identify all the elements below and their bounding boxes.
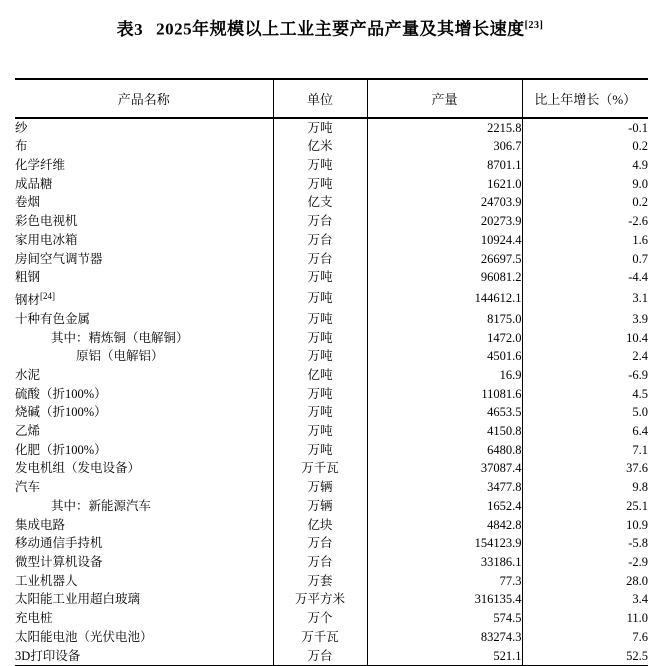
product-name-cell	[15, 441, 273, 460]
product-name: 烧碱（折100%）	[15, 405, 107, 420]
unit-cell: 亿吨	[273, 366, 367, 385]
unit-cell: 万吨	[273, 422, 367, 441]
output-cell: 1472.0	[367, 329, 522, 348]
output-cell: 4501.6	[367, 347, 522, 366]
product-name: 成品糖	[15, 176, 53, 191]
header-output: 产量	[367, 79, 522, 118]
table-row	[15, 516, 648, 535]
growth-cell: 37.6	[626, 461, 648, 476]
title-text: 2025年规模以上工业主要产品产量及其增长速度	[156, 19, 525, 39]
product-name: 卷烟	[15, 195, 41, 210]
unit-cell: 万台	[273, 212, 367, 231]
unit-cell: 万吨	[273, 310, 367, 329]
output-cell: 24703.9	[367, 193, 522, 212]
growth-cell: -4.4	[628, 270, 648, 285]
header-product-name: 产品名称	[15, 79, 273, 118]
growth-cell: 2.4	[632, 349, 648, 364]
output-cell: 6480.8	[367, 441, 522, 460]
product-name-cell	[15, 385, 273, 404]
product-name-cell	[15, 590, 273, 609]
table-row	[15, 366, 648, 385]
output-cell: 306.7	[367, 137, 522, 156]
growth-cell: 10.4	[626, 330, 648, 345]
output-cell: 3477.8	[367, 478, 522, 497]
unit-cell: 万吨	[273, 441, 367, 460]
product-name: 化学纤维	[15, 158, 66, 173]
product-name-cell	[15, 118, 273, 138]
growth-cell: 6.4	[632, 424, 648, 439]
output-cell: 10924.4	[367, 231, 522, 250]
unit-cell: 万辆	[273, 497, 367, 516]
table-row	[15, 175, 648, 194]
table-row	[15, 497, 648, 516]
growth-cell: 1.6	[632, 232, 648, 247]
growth-cell: 0.2	[632, 195, 648, 210]
product-name-cell	[15, 212, 273, 231]
product-name-cell	[15, 478, 273, 497]
output-cell: 96081.2	[367, 268, 522, 287]
header-row	[15, 79, 648, 118]
output-cell: 144612.1	[367, 287, 522, 310]
table-number: 表3	[116, 19, 144, 39]
table-row	[15, 310, 648, 329]
unit-cell: 万吨	[273, 268, 367, 287]
growth-cell: -2.6	[628, 214, 648, 229]
product-name-cell	[15, 287, 273, 310]
table-row	[15, 287, 648, 310]
product-name: 其中：精炼铜（电解铜）	[51, 330, 189, 345]
unit-cell: 万平方米	[273, 590, 367, 609]
product-name: 集成电路	[15, 517, 66, 532]
growth-cell: -2.9	[628, 554, 648, 569]
growth-cell: 5.0	[632, 405, 648, 420]
output-cell: 2215.8	[367, 118, 522, 138]
output-cell: 37087.4	[367, 459, 522, 478]
growth-cell: 7.1	[632, 442, 648, 457]
unit-cell: 万吨	[273, 156, 367, 175]
table-row	[15, 534, 648, 553]
unit-cell: 万千瓦	[273, 459, 367, 478]
product-name-cell	[15, 268, 273, 287]
product-name: 其中：新能源汽车	[51, 498, 152, 513]
product-name: 乙烯	[15, 424, 41, 439]
output-cell: 4150.8	[367, 422, 522, 441]
growth-cell: 4.9	[632, 158, 648, 173]
output-cell: 11081.6	[367, 385, 522, 404]
product-name: 发电机组（发电设备）	[15, 461, 141, 476]
unit-cell: 万吨	[273, 347, 367, 366]
growth-cell: 25.1	[626, 498, 648, 513]
growth-cell: 7.6	[632, 629, 648, 644]
unit-cell: 万吨	[273, 175, 367, 194]
table-row	[15, 553, 648, 572]
table-row	[15, 250, 648, 269]
unit-cell: 万辆	[273, 478, 367, 497]
product-name-cell	[15, 553, 273, 572]
output-cell: 8701.1	[367, 156, 522, 175]
product-name: 十种有色金属	[15, 311, 91, 326]
product-name-cell	[15, 422, 273, 441]
growth-cell: 4.5	[632, 386, 648, 401]
table-row	[15, 441, 648, 460]
product-name-cell	[15, 403, 273, 422]
product-name: 化肥（折100%）	[15, 442, 107, 457]
output-cell: 33186.1	[367, 553, 522, 572]
product-name-cell	[15, 516, 273, 535]
table-row	[15, 647, 648, 666]
product-name-cell	[15, 534, 273, 553]
table-row	[15, 118, 648, 138]
unit-cell: 万套	[273, 572, 367, 591]
table-row	[15, 403, 648, 422]
product-name: 原铝（电解铝）	[76, 349, 164, 364]
product-name: 硫酸（折100%）	[15, 386, 107, 401]
header-growth: 比上年增长（%）	[522, 79, 648, 118]
output-cell: 26697.5	[367, 250, 522, 269]
output-cell: 154123.9	[367, 534, 522, 553]
unit-cell: 万吨	[273, 329, 367, 348]
product-name: 太阳能工业用超白玻璃	[15, 592, 141, 607]
unit-cell: 万台	[273, 250, 367, 269]
product-name: 充电桩	[15, 611, 53, 626]
growth-cell: 3.4	[632, 592, 648, 607]
product-name-cell	[15, 250, 273, 269]
product-name: 移动通信手持机	[15, 536, 103, 551]
unit-cell: 万台	[273, 647, 367, 666]
table-row	[15, 137, 648, 156]
output-cell: 8175.0	[367, 310, 522, 329]
output-cell: 1621.0	[367, 175, 522, 194]
product-name-cell	[15, 609, 273, 628]
unit-cell: 万台	[273, 534, 367, 553]
table-row	[15, 231, 648, 250]
product-name-cell	[15, 329, 273, 348]
product-name: 家用电冰箱	[15, 232, 78, 247]
output-cell: 20273.9	[367, 212, 522, 231]
table-row	[15, 156, 648, 175]
product-name: 3D打印设备	[15, 648, 81, 663]
table-row	[15, 212, 648, 231]
unit-cell: 万个	[273, 609, 367, 628]
table-row	[15, 572, 648, 591]
product-name-cell	[15, 459, 273, 478]
growth-cell: 9.0	[632, 176, 648, 191]
unit-cell: 万台	[273, 553, 367, 572]
growth-cell: 3.1	[632, 291, 648, 306]
table-row	[15, 329, 648, 348]
product-name-cell	[15, 572, 273, 591]
output-cell: 77.3	[367, 572, 522, 591]
product-name-cell	[15, 137, 273, 156]
product-name-cell	[15, 310, 273, 329]
unit-cell: 万千瓦	[273, 628, 367, 647]
product-name: 工业机器人	[15, 573, 78, 588]
table-body	[15, 118, 648, 666]
output-cell: 4842.8	[367, 516, 522, 535]
product-name: 汽车	[15, 480, 41, 495]
output-cell: 316135.4	[367, 590, 522, 609]
growth-cell: 3.9	[632, 311, 648, 326]
product-name: 粗钢	[15, 270, 41, 285]
product-name-cell	[15, 647, 273, 666]
product-name: 太阳能电池（光伏电池）	[15, 629, 153, 644]
growth-cell: 28.0	[626, 573, 648, 588]
table-row	[15, 628, 648, 647]
growth-cell: 0.2	[632, 139, 648, 154]
table-row	[15, 590, 648, 609]
unit-cell: 亿块	[273, 516, 367, 535]
product-name: 彩色电视机	[15, 214, 78, 229]
growth-cell: 10.9	[626, 517, 648, 532]
output-cell: 83274.3	[367, 628, 522, 647]
growth-cell: -5.8	[628, 536, 648, 551]
product-name: 纱	[15, 120, 28, 135]
growth-cell: 0.7	[632, 251, 648, 266]
unit-cell: 万吨	[273, 385, 367, 404]
product-name: 水泥	[15, 367, 41, 382]
output-cell: 4653.5	[367, 403, 522, 422]
product-name: 布	[15, 139, 28, 154]
growth-cell: -0.1	[628, 120, 648, 135]
product-name-cell	[15, 347, 273, 366]
unit-cell: 万台	[273, 231, 367, 250]
growth-cell: 52.5	[626, 648, 648, 663]
title-footnote-ref: [23]	[524, 20, 544, 31]
product-name: 房间空气调节器	[15, 251, 103, 266]
unit-cell: 亿米	[273, 137, 367, 156]
page-title	[0, 15, 660, 41]
output-cell: 1652.4	[367, 497, 522, 516]
unit-cell: 亿支	[273, 193, 367, 212]
table-row	[15, 268, 648, 287]
page	[0, 15, 660, 666]
growth-cell: 11.0	[626, 611, 648, 626]
growth-cell: -6.9	[628, 367, 648, 382]
table-row	[15, 347, 648, 366]
product-name-cell	[15, 366, 273, 385]
output-cell: 16.9	[367, 366, 522, 385]
product-name-cell	[15, 231, 273, 250]
product-name-cell	[15, 497, 273, 516]
product-name-cell	[15, 156, 273, 175]
unit-cell: 万吨	[273, 403, 367, 422]
unit-cell: 万吨	[273, 118, 367, 138]
industrial-products-table	[15, 78, 648, 666]
output-cell: 521.1	[367, 647, 522, 666]
header-unit: 单位	[273, 79, 367, 118]
product-name-cell	[15, 175, 273, 194]
table-row	[15, 422, 648, 441]
product-name-cell	[15, 193, 273, 212]
product-name-cell	[15, 628, 273, 647]
table-row	[15, 478, 648, 497]
growth-cell: 9.8	[632, 480, 648, 495]
unit-cell: 万吨	[273, 287, 367, 310]
output-cell: 574.5	[367, 609, 522, 628]
product-name: 钢材	[15, 293, 41, 308]
table-row	[15, 459, 648, 478]
table-row	[15, 609, 648, 628]
table-row	[15, 193, 648, 212]
table-row	[15, 385, 648, 404]
product-name: 微型计算机设备	[15, 554, 103, 569]
footnote-ref: [24]	[40, 290, 56, 301]
